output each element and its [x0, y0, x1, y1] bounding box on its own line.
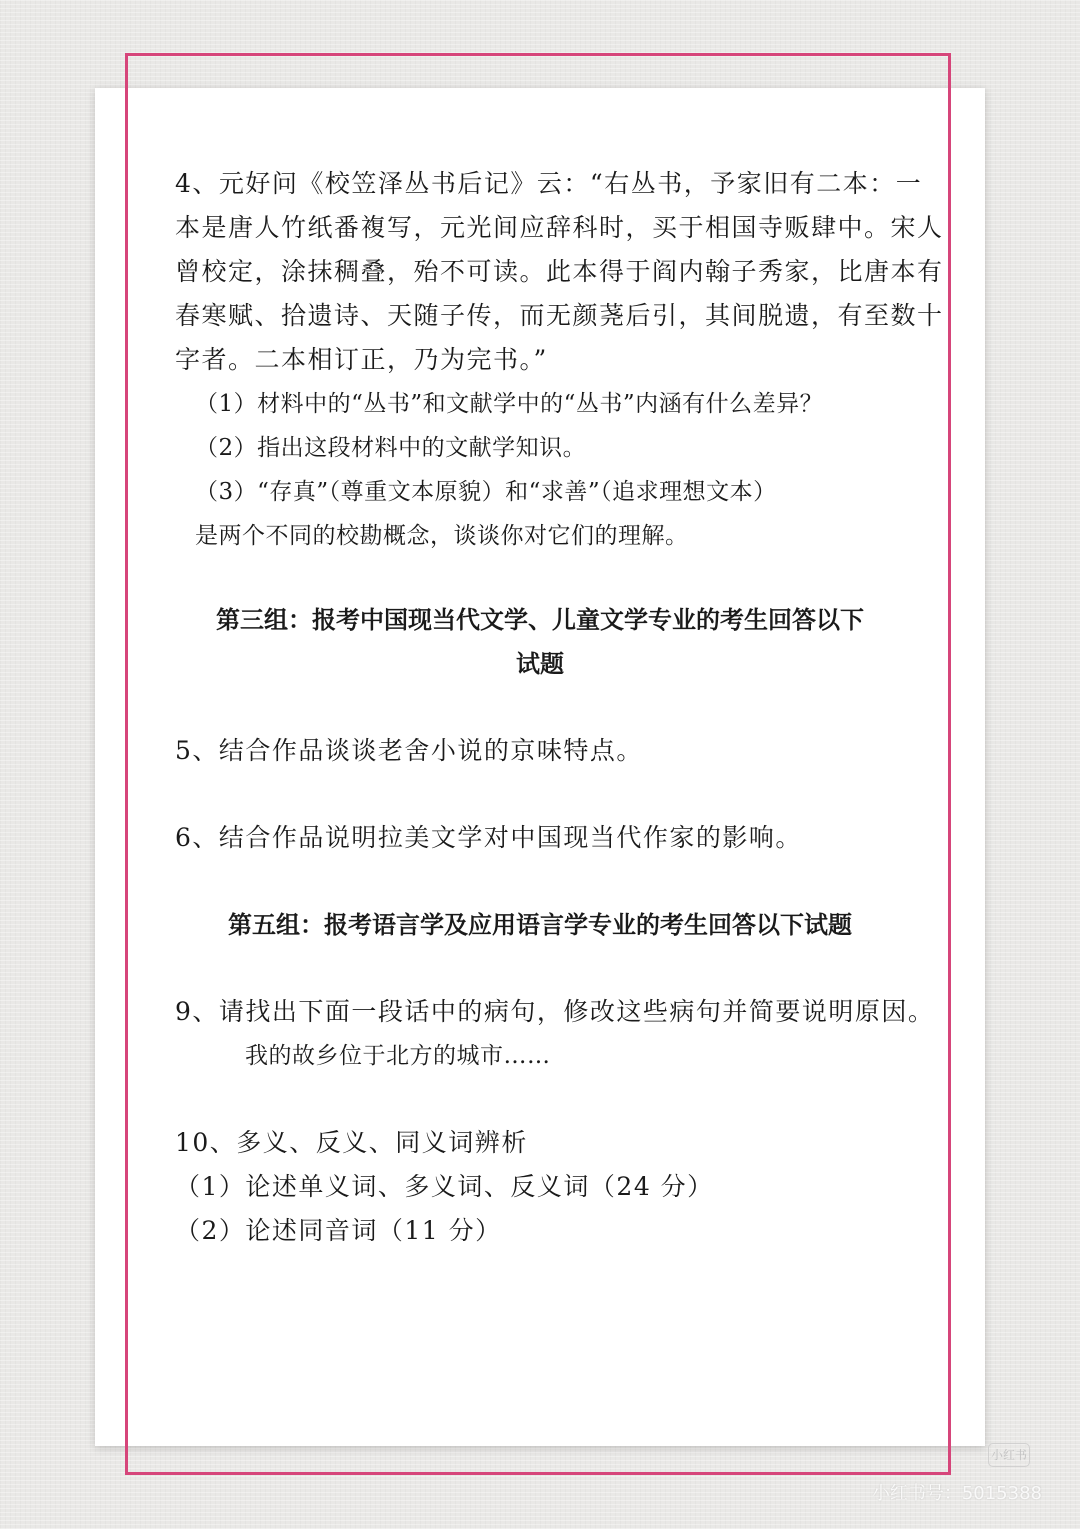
q4-line-4: 春寒赋、拾遗诗、天随子传，而无颜荛后引，其间脱遗，有至数十 — [175, 301, 944, 330]
group-3-heading-continued: 试题 — [516, 649, 564, 678]
question-10-title: 10、多义、反义、同义词辨析 — [175, 1128, 528, 1157]
group-3-heading: 第三组：报考中国现当代文学、儿童文学专业的考生回答以下 — [216, 605, 864, 634]
watermark-text: 小红书号：5015388 — [871, 1483, 1042, 1504]
question-6: 6、结合作品说明拉美文学对中国现当代作家的影响。 — [175, 823, 802, 852]
question-9-example: 我的故乡位于北方的城市…… — [245, 1043, 551, 1069]
question-10-sub-2: （2）论述同音词（11 分） — [175, 1216, 502, 1245]
question-5: 5、结合作品谈谈老舍小说的京味特点。 — [175, 736, 643, 765]
q4-line-1: 4、元好问《校笠泽丛书后记》云：“右丛书，予家旧有二本：一 — [175, 169, 923, 198]
q4-sub-3-line-2: 是两个不同的校勘概念，谈谈你对它们的理解。 — [195, 523, 689, 549]
q4-sub-2: （2）指出这段材料中的文献学知识。 — [195, 435, 587, 461]
q4-line-5: 字者。二本相订正，乃为完书。” — [175, 345, 548, 374]
q4-line-3: 曾校定，涂抹稠叠，殆不可读。此本得于阎内翰子秀家，比唐本有 — [175, 257, 944, 286]
q4-sub-1: （1）材料中的“丛书”和文献学中的“丛书”内涵有什么差异？ — [195, 391, 824, 417]
group-5-heading: 第五组：报考语言学及应用语言学专业的考生回答以下试题 — [228, 910, 852, 939]
question-9: 9、请找出下面一段话中的病句，修改这些病句并简要说明原因。 — [175, 997, 935, 1026]
question-10-sub-1: （1）论述单义词、多义词、反义词（24 分） — [175, 1172, 714, 1201]
xiaohongshu-logo: 小红书 — [988, 1443, 1030, 1467]
q4-line-2: 本是唐人竹纸番複写，元光间应辞科时，买于相国寺贩肆中。宋人 — [175, 213, 944, 242]
q4-sub-3-line-1: （3）“存真”（尊重文本原貌）和“求善”（追求理想文本） — [195, 479, 777, 505]
